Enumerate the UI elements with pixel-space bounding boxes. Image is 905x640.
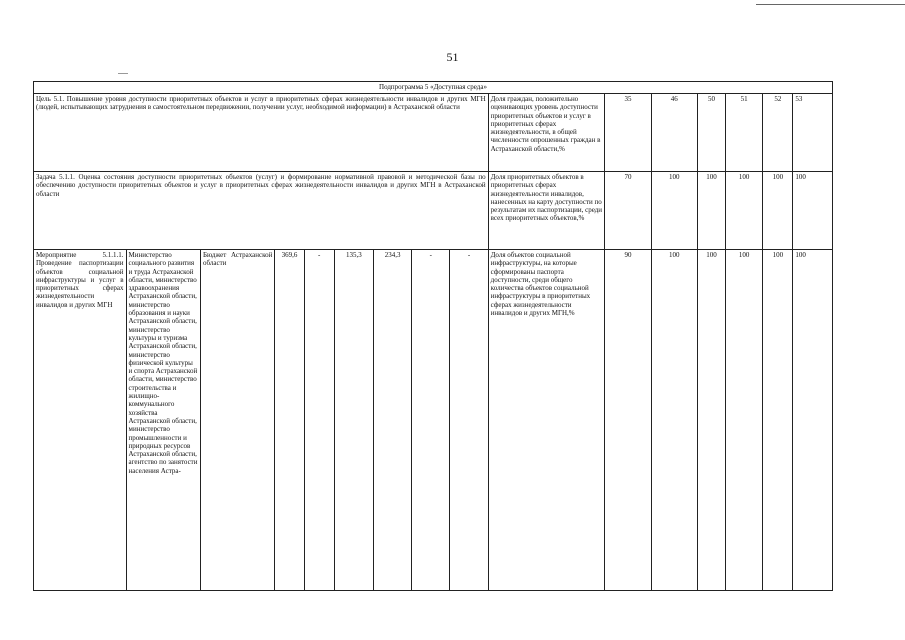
measure-year-value: 234,3 <box>374 250 412 591</box>
measure-row <box>34 250 833 591</box>
measure-value: 100 <box>651 250 697 591</box>
task-value: 100 <box>763 172 793 250</box>
program-table <box>33 81 833 591</box>
margin-mark <box>118 73 128 74</box>
measure-value: 100 <box>697 250 725 591</box>
measure-executors: Министерство социального развития и труда Астраханской области, министерство здравоохранения Астраханской области, министерство образования и науки Астраханской области, министерство культуры и туризма Астраханской области, министерство физической культуры и спорта Астраханской области, министерство строительства и жилищно-коммунального хозяйства Астраханской области, министерство промышленности и природных ресурсов Астраханской области, агентство по занятости населения Астра- <box>126 250 200 591</box>
measure-year-value: - <box>412 250 450 591</box>
goal-value: 50 <box>697 94 725 172</box>
header-rule <box>756 4 905 5</box>
subprogram-header-row <box>34 82 833 94</box>
goal-value: 35 <box>605 94 651 172</box>
page-number: 51 <box>446 50 459 64</box>
measure-year-value: 135,3 <box>334 250 373 591</box>
goal-value: 52 <box>763 94 793 172</box>
task-indicator: Доля приоритетных объектов в приоритетных сферах жизнедеятельности инвалидов, нанесенных на карту доступности по результатам их паспортизации, среди всех приоритетных объектов,% <box>488 172 605 250</box>
measure-year-value: - <box>304 250 334 591</box>
task-value: 100 <box>651 172 697 250</box>
measure-indicator: Доля объектов социальной инфраструктуры, на которые сформированы паспорта доступности, среди общего количества объектов социальной инфраструктуры в приоритетных сферах жизнедеятельности инвалидов и других МГН,% <box>488 250 605 591</box>
measure-value: 100 <box>793 250 833 591</box>
goal-value: 51 <box>726 94 763 172</box>
goal-text: Цель 5.1. Повышение уровня доступности приоритетных объектов и услуг в приоритетных сферах жизнедеятельности инвалидов и других МГН (людей, испытывающих затруднения в самостоятельном передвижении, получении услуг, необходимой информации) в Астраханской области <box>34 94 489 172</box>
measure-source: Бюджет Астраханской области <box>200 250 274 591</box>
task-text: Задача 5.1.1. Оценка состояния доступности приоритетных объектов (услуг) и формирование нормативной правовой и методической базы по обеспечению доступности приоритетных объектов и услуг в приоритетных сферах жизнедеятельности инвалидов и других МГН в Астраханской области <box>34 172 489 250</box>
measure-year-value: - <box>450 250 488 591</box>
task-value: 100 <box>726 172 763 250</box>
goal-row <box>34 94 833 172</box>
subprogram-title: Подпрограмма 5 «Доступная среда» <box>34 82 833 94</box>
measure-value: 100 <box>726 250 763 591</box>
goal-value: 46 <box>651 94 697 172</box>
task-value: 100 <box>793 172 833 250</box>
goal-value: 53 <box>793 94 833 172</box>
task-value: 70 <box>605 172 651 250</box>
task-row <box>34 172 833 250</box>
measure-text: Мероприятие 5.1.1.1. Проведение паспортизации объектов социальной инфраструктуры и услуг в приоритетных сферах жизнедеятельности инвалидов и других МГН <box>34 250 127 591</box>
task-value: 100 <box>697 172 725 250</box>
measure-total: 369,6 <box>275 250 304 591</box>
measure-value: 100 <box>763 250 793 591</box>
goal-indicator: Доля граждан, положительно оценивающих уровень доступности приоритетных объектов и услуг в приоритетных сферах жизнедеятельности, в общей численности опрошенных граждан в Астраханской области,% <box>488 94 605 172</box>
measure-value: 90 <box>605 250 651 591</box>
